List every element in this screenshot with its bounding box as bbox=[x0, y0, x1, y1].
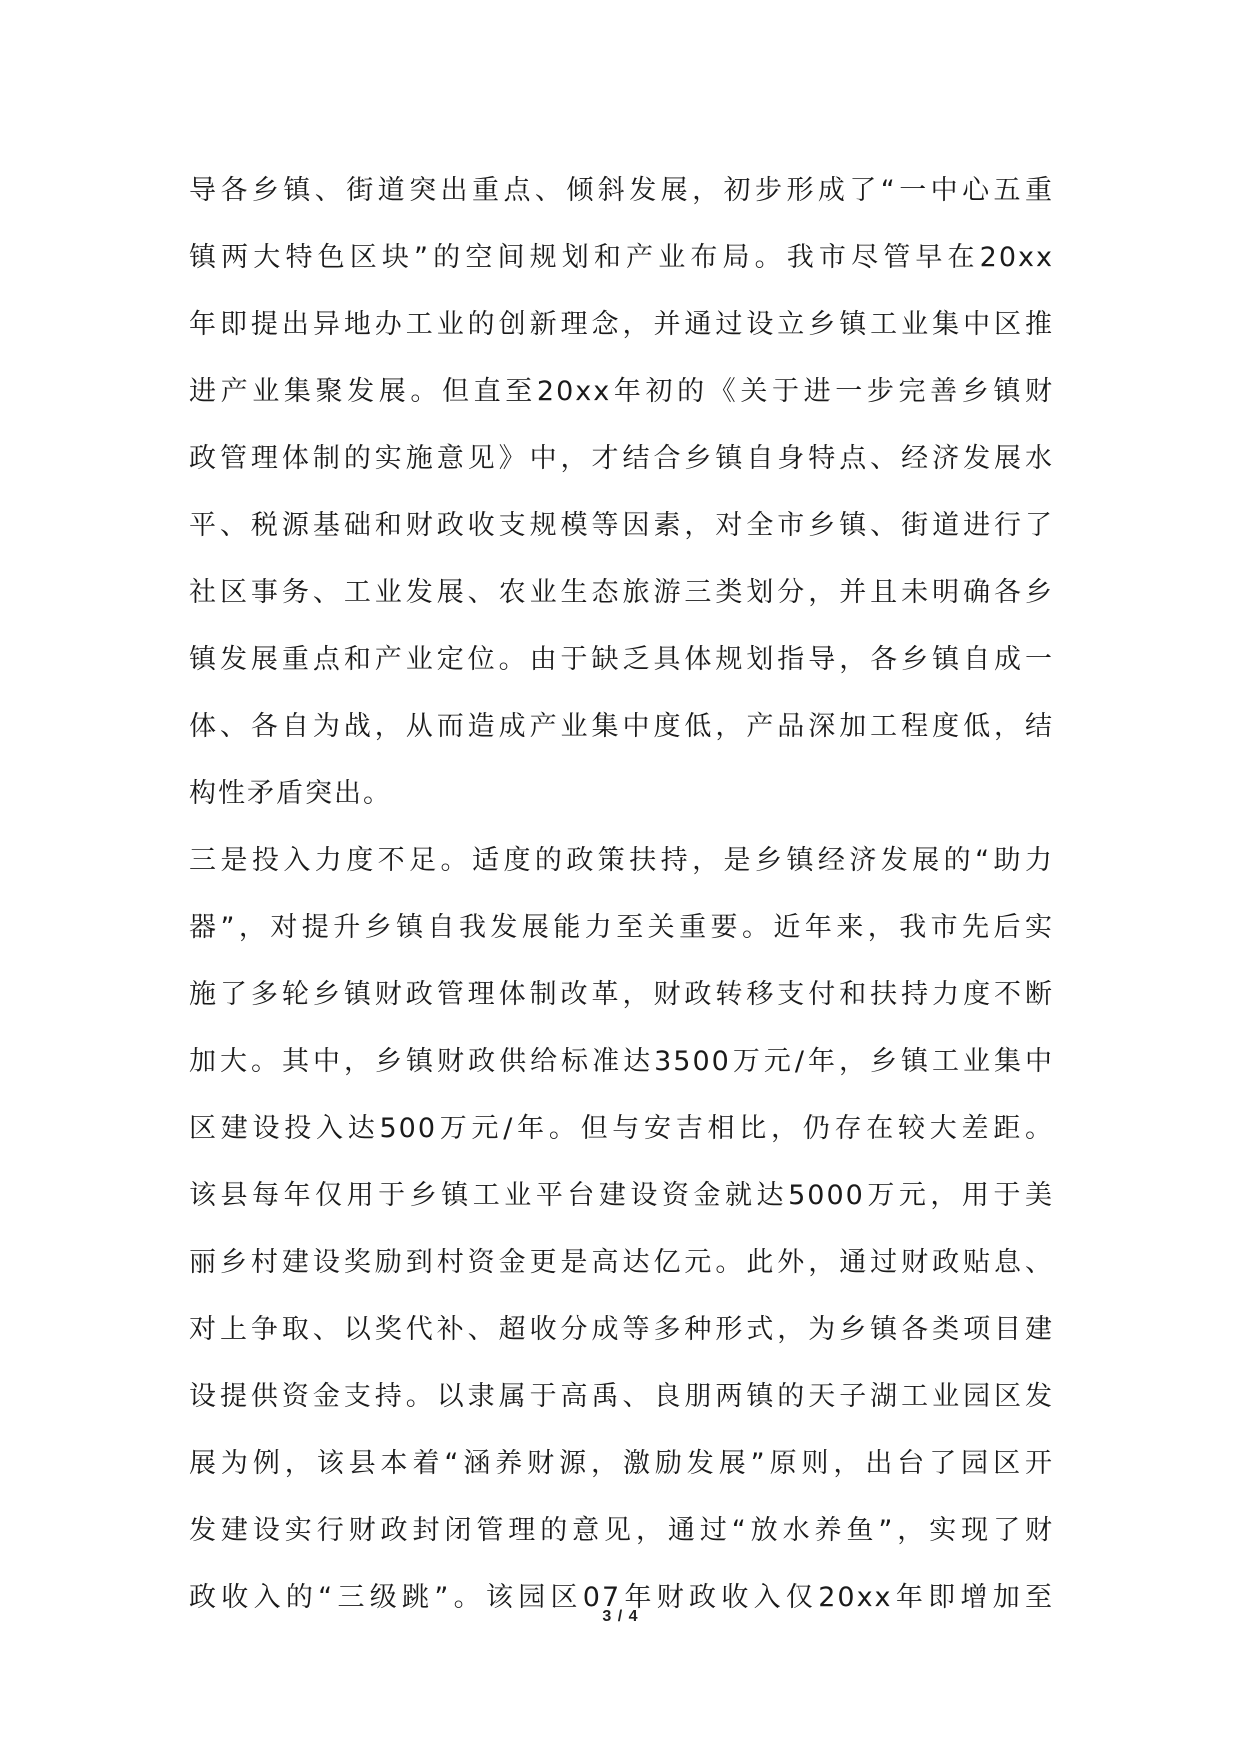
text-line: 该县每年仅用于乡镇工业平台建设资金就达5000万元，用于美 bbox=[189, 1180, 1054, 1211]
text-line: 三是投入力度不足。适度的政策扶持，是乡镇经济发展的“助力 bbox=[189, 845, 1054, 876]
text-line: 平、税源基础和财政收支规模等因素，对全市乡镇、街道进行了 bbox=[189, 510, 1054, 541]
text-line: 镇发展重点和产业定位。由于缺乏具体规划指导，各乡镇自成一 bbox=[189, 644, 1054, 675]
text-line: 区建设投入达500万元/年。但与安吉相比，仍存在较大差距。 bbox=[189, 1113, 1054, 1144]
text-line: 对上争取、以奖代补、超收分成等多种形式，为乡镇各类项目建 bbox=[189, 1314, 1054, 1345]
text-line: 施了多轮乡镇财政管理体制改革，财政转移支付和扶持力度不断 bbox=[189, 979, 1054, 1010]
text-line: 设提供资金支持。以隶属于高禹、良朋两镇的天子湖工业园区发 bbox=[189, 1381, 1054, 1412]
text-line: 展为例，该县本着“涵养财源，激励发展”原则，出台了园区开 bbox=[189, 1448, 1054, 1479]
text-line: 构性矛盾突出。 bbox=[189, 778, 392, 809]
text-line: 加大。其中，乡镇财政供给标准达3500万元/年，乡镇工业集中 bbox=[189, 1046, 1054, 1077]
text-line: 政收入的“三级跳”。该园区07年财政收入仅20xx年即增加至 bbox=[189, 1582, 1054, 1613]
text-line: 发建设实行财政封闭管理的意见，通过“放水养鱼”，实现了财 bbox=[189, 1515, 1054, 1546]
text-line: 镇两大特色区块”的空间规划和产业布局。我市尽管早在20xx bbox=[189, 242, 1054, 273]
text-line: 器”，对提升乡镇自我发展能力至关重要。近年来，我市先后实 bbox=[189, 912, 1054, 943]
text-line: 导各乡镇、街道突出重点、倾斜发展，初步形成了“一中心五重 bbox=[189, 175, 1054, 206]
text-line: 年即提出异地办工业的创新理念，并通过设立乡镇工业集中区推 bbox=[189, 309, 1054, 340]
page-number: 3 / 4 bbox=[602, 1608, 639, 1625]
text-line: 进产业集聚发展。但直至20xx年初的《关于进一步完善乡镇财 bbox=[189, 376, 1054, 407]
body-text bbox=[189, 157, 1054, 1631]
text-line: 社区事务、工业发展、农业生态旅游三类划分，并且未明确各乡 bbox=[189, 577, 1054, 608]
text-line: 体、各自为战，从而造成产业集中度低，产品深加工程度低，结 bbox=[189, 711, 1054, 742]
text-line: 丽乡村建设奖励到村资金更是高达亿元。此外，通过财政贴息、 bbox=[189, 1247, 1054, 1278]
text-line: 政管理体制的实施意见》中，才结合乡镇自身特点、经济发展水 bbox=[189, 443, 1054, 474]
